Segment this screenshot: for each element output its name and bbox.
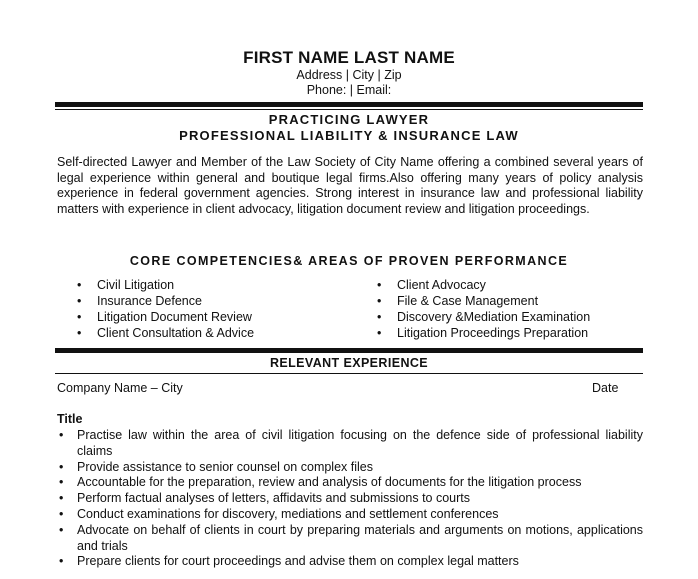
duty-text: Advocate on behalf of clients in court by preparing materials and arguments on motions, applications and trials	[77, 522, 643, 553]
company-name: Company Name – City	[57, 381, 183, 395]
duties-list	[57, 428, 643, 570]
list-item	[57, 491, 643, 507]
list-item	[57, 428, 643, 460]
competencies-list-left	[77, 277, 337, 341]
bullet-icon: •	[59, 459, 64, 474]
candidate-name: FIRST NAME LAST NAME	[243, 48, 455, 67]
duty-text: Provide assistance to senior counsel on complex files	[77, 459, 373, 474]
list-item	[377, 277, 647, 293]
bullet-icon: •	[59, 491, 64, 506]
competency-text: Litigation Proceedings Preparation	[397, 326, 589, 340]
competencies-heading: CORE COMPETENCIES& AREAS OF PROVEN PERFORMANCE	[129, 254, 569, 268]
duty-text: Accountable for the preparation, review and analysis of documents for the litigation process	[77, 475, 582, 490]
experience-heading: RELEVANT EXPERIENCE	[269, 356, 429, 370]
list-item	[377, 325, 647, 341]
duty-text: Perform factual analyses of letters, affidavits and submissions to courts	[77, 491, 471, 506]
bullet-icon: •	[377, 278, 382, 292]
duty-text: Prepare clients for court proceedings and advise them on complex legal matters	[77, 554, 519, 569]
list-item	[57, 507, 643, 523]
contact-line: Phone: | Email:	[306, 83, 392, 97]
list-item	[77, 325, 337, 341]
list-item	[377, 293, 647, 309]
job-title: Title	[57, 412, 83, 426]
bullet-icon: •	[59, 475, 64, 490]
duty-text: Conduct examinations for discovery, mediations and settlement conferences	[77, 506, 499, 521]
list-item	[57, 523, 643, 555]
bullet-icon: •	[377, 326, 382, 340]
address-line: Address | City | Zip	[296, 68, 402, 82]
competency-text: Insurance Defence	[97, 294, 202, 308]
experience-divider-thin	[55, 373, 643, 374]
list-item	[377, 309, 647, 325]
experience-divider-thick	[55, 348, 643, 353]
competency-text: Civil Litigation	[97, 278, 175, 292]
duty-text: Practise law within the area of civil litigation focusing on the defence side of professional liability claims	[77, 428, 643, 458]
profile-title: PRACTICING LAWYER	[268, 112, 430, 127]
competency-text: File & Case Management	[397, 294, 539, 308]
list-item	[57, 475, 643, 491]
competency-text: Client Advocacy	[397, 278, 486, 292]
bullet-icon: •	[59, 554, 64, 569]
list-item	[77, 293, 337, 309]
list-item	[57, 460, 643, 476]
bullet-icon: •	[377, 310, 382, 324]
competency-text: Discovery &Mediation Examination	[397, 310, 591, 324]
profile-summary: Self-directed Lawyer and Member of the Law Society of City Name offering a combined several years of legal experience within general and boutique legal firms.Also offering many years of policy analysis experience in federal government agencies. Strong interest in insurance law and professional liability matters with experience in client advocacy, litigation document review and litigation proceedings.	[57, 155, 643, 216]
list-item	[77, 277, 337, 293]
competencies-list-right	[377, 277, 647, 341]
bullet-icon: •	[77, 310, 82, 324]
bullet-icon: •	[77, 278, 82, 292]
bullet-icon: •	[59, 522, 64, 537]
bullet-icon: •	[59, 428, 64, 442]
bullet-icon: •	[77, 294, 82, 308]
competency-text: Litigation Document Review	[97, 310, 252, 324]
header-divider-thick	[55, 102, 643, 107]
competency-text: Client Consultation & Advice	[97, 326, 255, 340]
list-item	[57, 554, 643, 570]
profile-subtitle: PROFESSIONAL LIABILITY & INSURANCE LAW	[179, 128, 519, 143]
header-divider-thin	[55, 109, 643, 110]
bullet-icon: •	[377, 294, 382, 308]
list-item	[77, 309, 337, 325]
bullet-icon: •	[59, 506, 64, 521]
employment-date: Date	[592, 381, 619, 395]
bullet-icon: •	[77, 326, 82, 340]
